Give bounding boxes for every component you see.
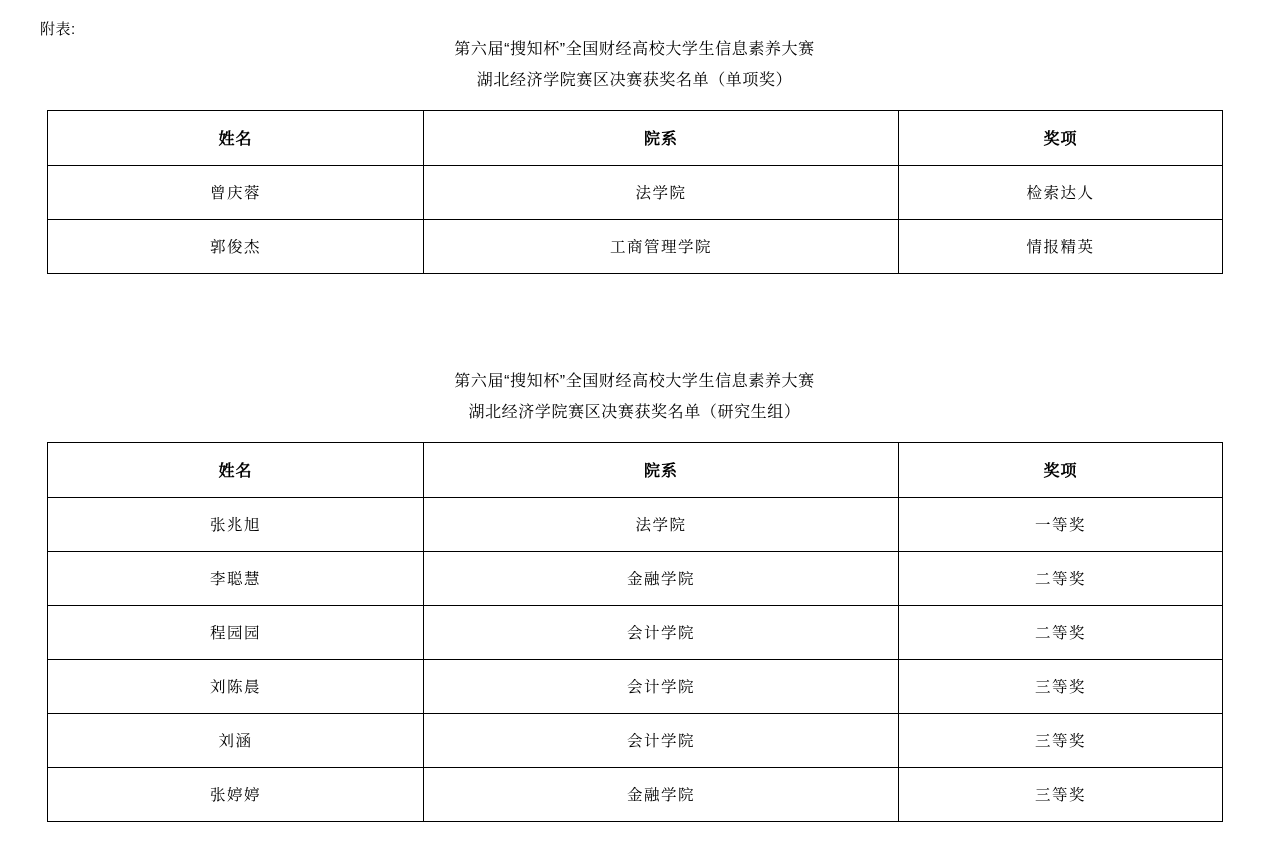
cell-name: 刘陈晨 <box>48 659 424 713</box>
cell-name: 郭俊杰 <box>48 219 424 273</box>
attachment-label: 附表: <box>40 21 76 38</box>
column-header-award: 奖项 <box>899 442 1223 497</box>
table-row <box>48 659 1223 713</box>
column-header-award: 奖项 <box>899 110 1223 165</box>
cell-name: 张婷婷 <box>48 767 424 821</box>
table-row <box>48 219 1223 273</box>
table-row <box>48 713 1223 767</box>
cell-department: 工商管理学院 <box>424 219 899 273</box>
column-header-name: 姓名 <box>48 110 424 165</box>
cell-award: 三等奖 <box>899 767 1223 821</box>
award-section-graduate <box>47 370 1222 822</box>
award-table-single <box>47 110 1223 274</box>
table-row <box>48 767 1223 821</box>
table-row <box>48 165 1223 219</box>
cell-name: 李聪慧 <box>48 551 424 605</box>
section-title-line-2: 湖北经济学院赛区决赛获奖名单（研究生组） <box>468 403 801 421</box>
cell-award: 三等奖 <box>899 713 1223 767</box>
cell-name: 程园园 <box>48 605 424 659</box>
cell-name: 刘涵 <box>48 713 424 767</box>
column-header-department: 院系 <box>424 442 899 497</box>
table-header-row <box>48 110 1223 165</box>
column-header-name: 姓名 <box>48 442 424 497</box>
cell-name: 张兆旭 <box>48 497 424 551</box>
cell-award: 一等奖 <box>899 497 1223 551</box>
cell-name: 曾庆蓉 <box>48 165 424 219</box>
cell-award: 检索达人 <box>899 165 1223 219</box>
cell-award: 情报精英 <box>899 219 1223 273</box>
column-header-department: 院系 <box>424 110 899 165</box>
cell-department: 金融学院 <box>424 767 899 821</box>
cell-award: 二等奖 <box>899 551 1223 605</box>
table-header-row <box>48 442 1223 497</box>
cell-department: 金融学院 <box>424 551 899 605</box>
cell-department: 会计学院 <box>424 605 899 659</box>
table-row <box>48 605 1223 659</box>
award-table-graduate <box>47 442 1223 822</box>
award-section-single <box>47 38 1222 274</box>
cell-department: 法学院 <box>424 165 899 219</box>
cell-department: 会计学院 <box>424 659 899 713</box>
section-title-line-2: 湖北经济学院赛区决赛获奖名单（单项奖） <box>476 71 793 89</box>
cell-award: 二等奖 <box>899 605 1223 659</box>
section-title-line-1: 第六届“搜知杯”全国财经高校大学生信息素养大赛 <box>454 373 815 390</box>
cell-department: 法学院 <box>424 497 899 551</box>
table-row <box>48 497 1223 551</box>
section-title-line-1: 第六届“搜知杯”全国财经高校大学生信息素养大赛 <box>454 41 815 58</box>
table-row <box>48 551 1223 605</box>
cell-department: 会计学院 <box>424 713 899 767</box>
cell-award: 三等奖 <box>899 659 1223 713</box>
